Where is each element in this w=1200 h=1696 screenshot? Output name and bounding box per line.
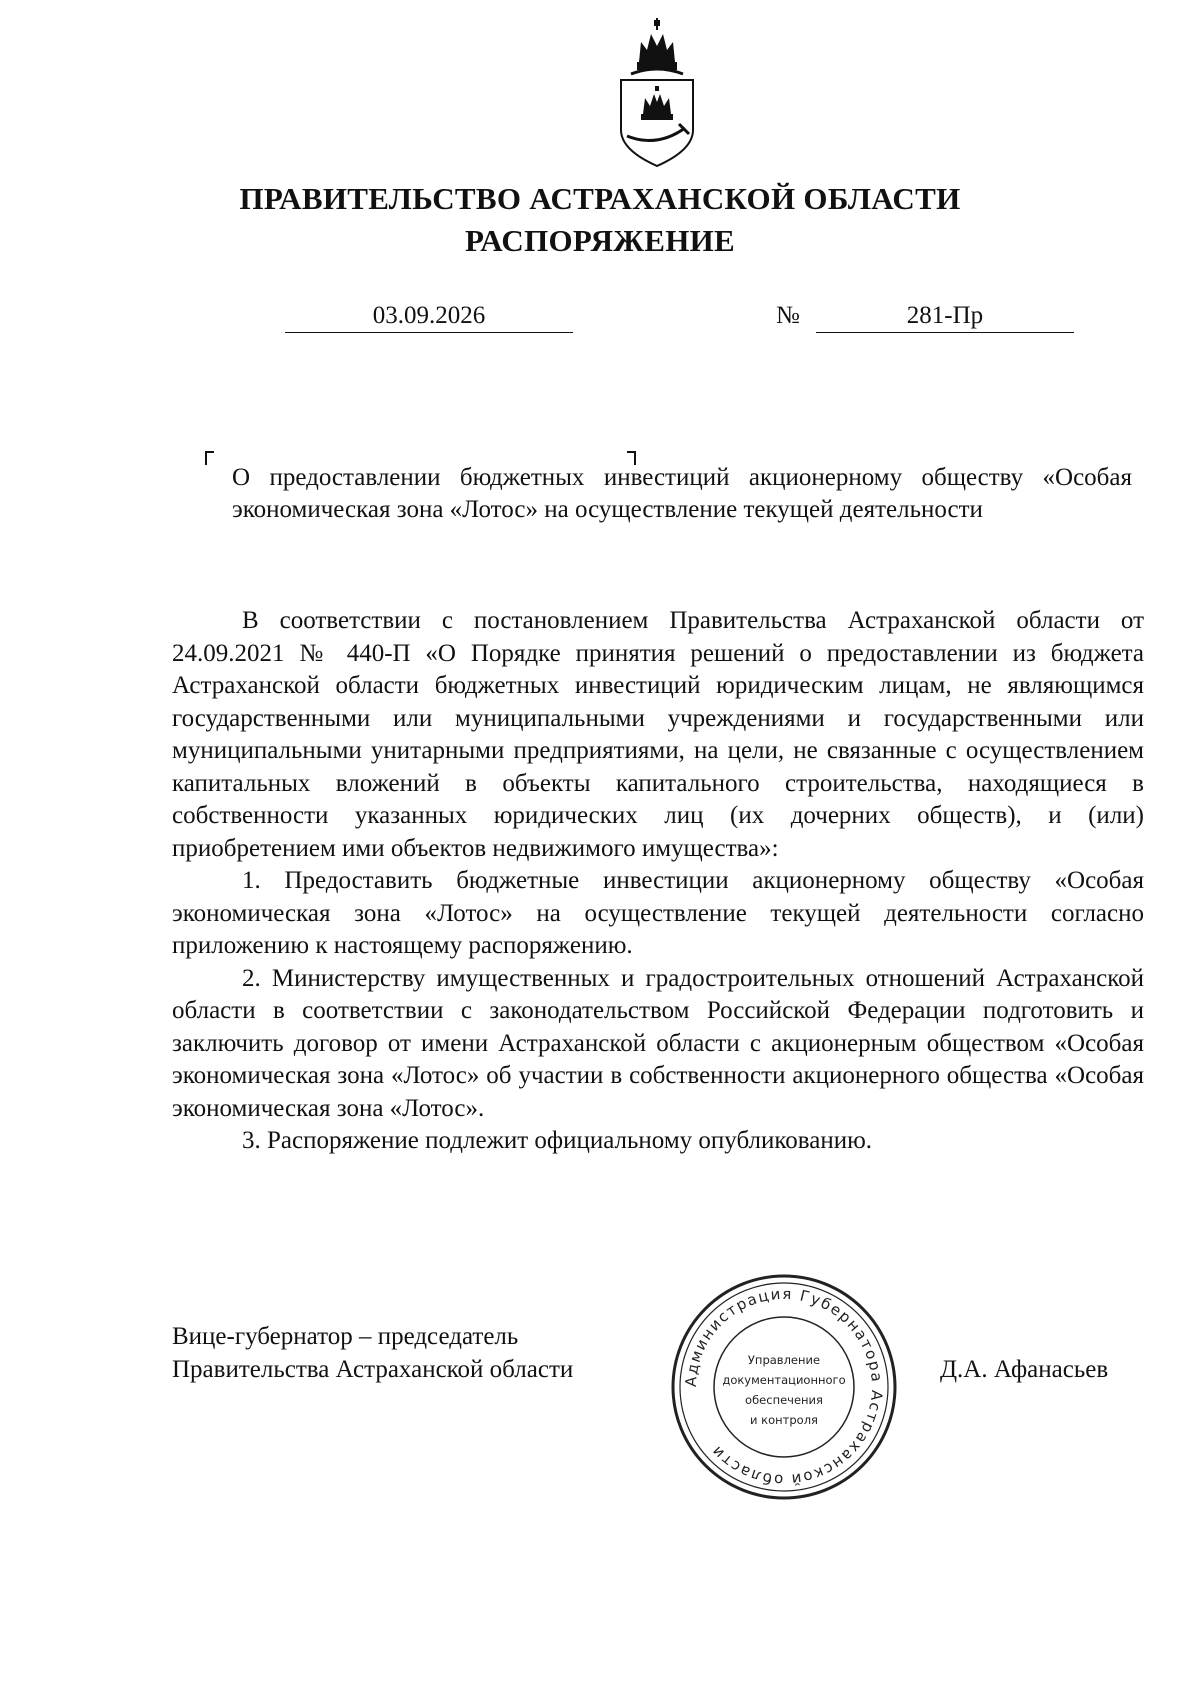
svg-text:Администрация Губернатора Астр	[682, 1285, 886, 1489]
official-seal	[669, 1272, 899, 1502]
document-heading	[0, 178, 1200, 262]
document-body	[172, 605, 1144, 1158]
signer-position-line2: Правительства Астраханской области	[172, 1356, 574, 1383]
organization-title: ПРАВИТЕЛЬСТВО АСТРАХАНСКОЙ ОБЛАСТИ	[239, 181, 961, 216]
item-paragraph-2: 2. Министерству имущественных и градостроительных отношений Астраханской области в соответствии с законодательством Российской Федерации подготовить и заключить договор от имени Астраханской области с акционерным обществом «Особая экономическая зона «Лотос» об участии в собственности акционерного общества «Особая экономическая зона «Лотос».	[172, 964, 1144, 1122]
subject-corner-left	[205, 451, 214, 465]
document-date: 03.09.2026	[285, 300, 573, 333]
preamble-paragraph: В соответствии с постановлением Правительства Астраханской области от 24.09.2021 № 440-П «О Порядке принятия решений о предоставлении из бюджета Астраханской области бюджетных инвестиций юридическим лицам, не являющимся государственными или муниципальными учреждениями и государственными или муниципальными унитарными предприятиями, на цели, не связанные с осуществлением капитальных вложений в объекты капитального строительства, находящиеся в собственности указанных юридических лиц (их дочерних обществ), и (или) приобретением ими объектов недвижимого имущества»:	[172, 607, 1144, 862]
signer-position-line1: Вице-губернатор – председатель	[172, 1323, 519, 1350]
coat-of-arms-icon	[617, 18, 697, 168]
item-paragraph-1: 1. Предоставить бюджетные инвестиции акционерному обществу «Особая экономическая зона «Лотос» на осуществление текущей деятельности согласно приложению к настоящему распоряжению.	[172, 867, 1144, 959]
seal-center-line-3: обеспечения	[745, 1393, 823, 1407]
seal-center-line-4: и контроля	[750, 1413, 818, 1427]
document-subject: О предоставлении бюджетных инвестиций акционерному обществу «Особая экономическая зона «Лотос» на осуществление текущей деятельности	[232, 464, 1132, 523]
document-type-title: РАСПОРЯЖЕНИЕ	[464, 223, 736, 258]
seal-center-line-1: Управление	[747, 1353, 821, 1367]
signer-name: Д.А. Афанасьев	[940, 1356, 1109, 1383]
seal-center-line-2: документационного	[722, 1373, 846, 1387]
item-paragraph-3: 3. Распоряжение подлежит официальному опубликованию.	[242, 1127, 873, 1154]
signer-position	[172, 1320, 573, 1386]
document-number: 281-Пр	[816, 300, 1074, 333]
number-sign: №	[776, 302, 800, 329]
seal-ring-text: Администрация Губернатора Астраханской области	[681, 1284, 887, 1490]
